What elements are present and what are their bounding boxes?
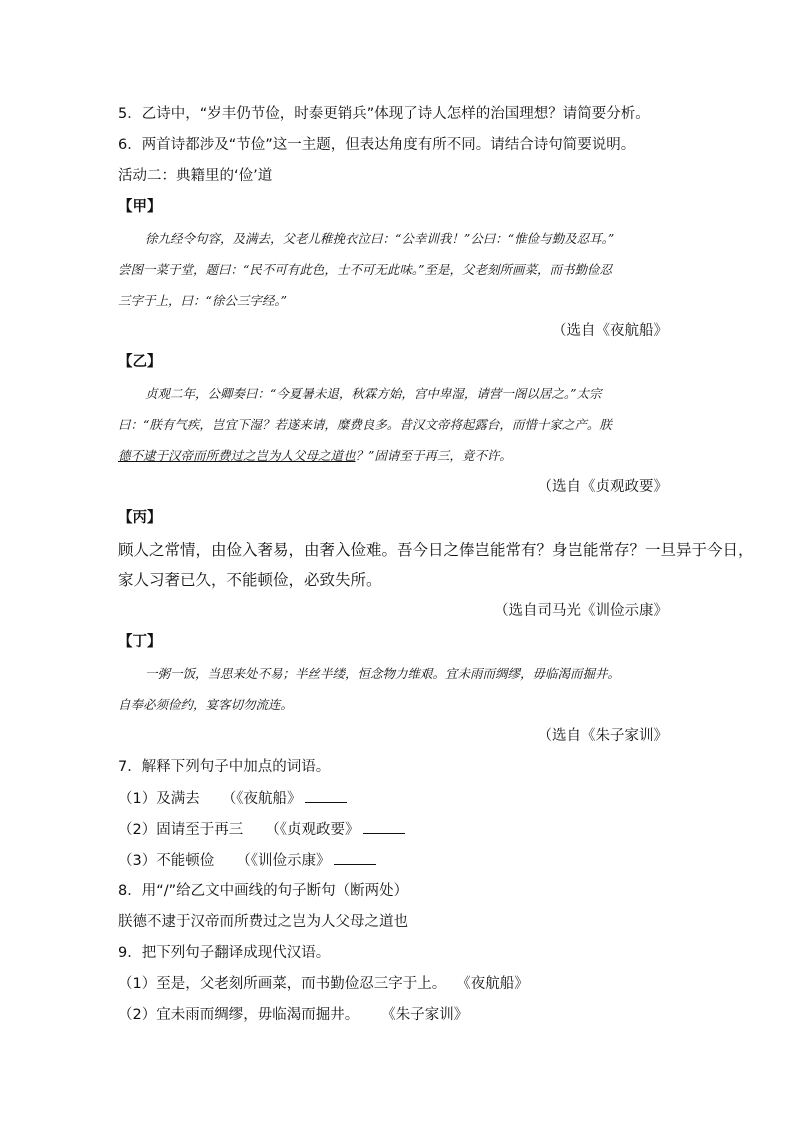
question-6: 6．两首诗都涉及“节俭”这一主题，但表达角度有所不同。请结合诗句简要说明。 [118, 137, 636, 153]
item-source: （《夜航船》 [221, 791, 302, 807]
question-8-title: 8．用“/”给乙文中画线的句子断句（断两处） [118, 883, 409, 899]
passage-bing-line: 顾人之常情，由俭入奢易，由奢入俭难。吾今日之俸岂能常有？身岂能常存？一旦异于今日， [118, 541, 754, 559]
passage-yi-line [118, 446, 512, 466]
item-number: （2） [118, 822, 157, 838]
item-source: 《朱子家训》 [381, 1007, 469, 1023]
item-number: （1） [118, 976, 157, 992]
passage-ding-source: （选自《朱子家训》 [537, 728, 668, 744]
answer-blank[interactable] [305, 788, 347, 803]
item-source: （《贞观政要》 [265, 822, 360, 838]
passage-jia-label: 【甲】 [118, 199, 162, 215]
passage-ding-line: 一粥一饭，当思来处不易；半丝半缕，恒念物力维艰。宜未雨而绸缪，毋临渴而掘井。 [145, 666, 621, 681]
item-source: 《夜航船》 [456, 976, 529, 992]
item-text: 固请至于再三 [156, 822, 244, 838]
passage-bing-source: （选自司马光《训俭示康》 [494, 603, 668, 619]
question-7-title: 7．解释下列句子中加点的词语。 [118, 759, 331, 775]
item-number: （2） [118, 1007, 157, 1023]
question-9-title: 9．把下列句子翻译成现代汉语。 [118, 945, 331, 961]
question-9-item [118, 1005, 468, 1025]
passage-bing-line: 家人习奢已久，不能顿俭，必致失所。 [118, 571, 382, 589]
passage-jia-line: 三字于上，曰：“徐公三字经。” [118, 293, 288, 308]
activity-2-heading: 活动二：典籍里的‘俭’道 [118, 168, 273, 184]
question-7-item [118, 788, 347, 809]
question-8-sentence: 朕德不逮于汉帝而所费过之岂为人父母之道也 [118, 914, 408, 930]
question-9-item [118, 974, 529, 994]
passage-jia-source: （选自《夜航船》 [552, 323, 668, 339]
item-text: 及满去 [156, 791, 200, 807]
question-5: 5．乙诗中，“岁丰仍节俭，时泰更销兵”体现了诗人怎样的治国理想？请简要分析。 [118, 106, 650, 122]
passage-yi-label: 【乙】 [118, 354, 162, 370]
passage-bing-label: 【丙】 [118, 510, 162, 526]
answer-blank[interactable] [363, 819, 405, 834]
passage-yi-source: （选自《贞观政要》 [537, 479, 668, 495]
passage-yi-line-rest: ？”固请至于再三，竟不许。 [355, 448, 512, 463]
item-number: （1） [118, 791, 157, 807]
item-text: 至是，父老刻所画菜，而书勤俭忍三字于上。 [156, 976, 447, 992]
passage-jia-line: 徐九经令句容，及满去，父老儿稚挽衣泣曰：“公幸训我！”公曰：“惟俭与勤及忍耳。” [145, 231, 615, 246]
underlined-sentence: 德不逮于汉帝而所费过之岂为人父母之道也 [118, 448, 356, 463]
passage-ding-label: 【丁】 [118, 634, 162, 650]
item-text: 不能顿俭 [156, 853, 215, 869]
question-7-item [118, 819, 405, 840]
question-7-item [118, 850, 376, 871]
item-number: （3） [118, 853, 157, 869]
answer-blank[interactable] [334, 850, 376, 865]
item-source: （《训俭示康》 [236, 853, 331, 869]
passage-yi-line: 曰：“朕有气疾，岂宜下湿？若遂来请，糜费良多。昔汉文帝将起露台，而惜十家之产。朕 [118, 417, 612, 432]
passage-jia-line: 尝图一菜于堂，题曰：“民不可有此色，士不可无此味。”至是，父老刻所画菜，而书勤俭忍 [118, 262, 613, 277]
passage-yi-line: 贞观二年，公卿奏曰：“今夏暑未退，秋霖方始，宫中卑湿，请营一阁以居之。”太宗 [145, 386, 602, 401]
item-text: 宜未雨而绸缪，毋临渴而掘井。 [156, 1007, 360, 1023]
passage-ding-line: 自奉必须俭约，宴客切勿流连。 [118, 697, 294, 712]
